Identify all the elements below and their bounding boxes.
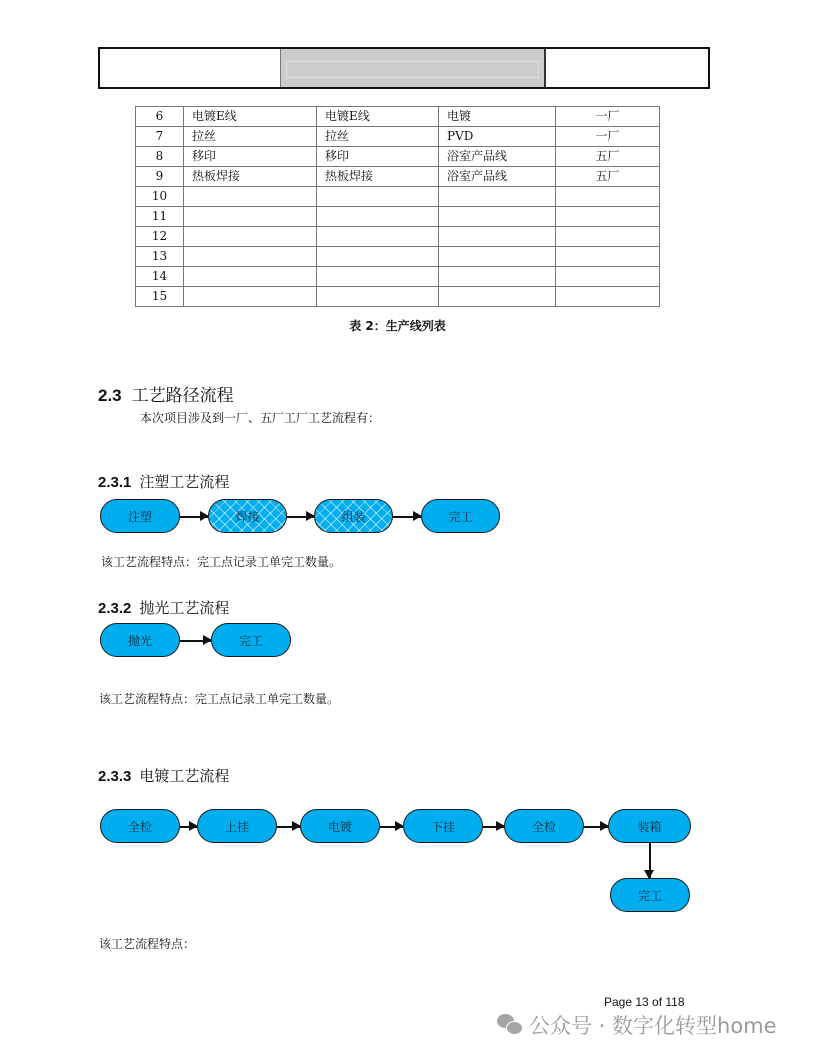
header-cell-left [100,49,281,87]
cell [317,267,439,287]
table-row [136,147,660,167]
arrow-icon [483,826,504,828]
table-row [136,267,660,287]
cell [439,207,556,227]
cell: 电镀E线 [317,107,439,127]
flow-node-welding: 焊接 [208,499,287,533]
flow-node-inspect: 全检 [100,809,180,843]
cell [439,287,556,307]
table-row [136,107,660,127]
cell [556,247,660,267]
flow-node-unhang: 下挂 [403,809,483,843]
cell [317,287,439,307]
cell [556,267,660,287]
cell-no: 8 [136,147,184,167]
cell: 一厂 [556,127,660,147]
cell [184,287,317,307]
section-number: 2.3.1 [98,474,132,491]
table-row [136,227,660,247]
section-title: 工艺路径流程 [131,386,234,406]
cell [556,227,660,247]
flow-node-plating: 电镀 [300,809,380,843]
section-title: 电镀工艺流程 [139,767,230,785]
flow-node-polishing: 抛光 [100,623,180,657]
section-title: 注塑工艺流程 [139,473,230,491]
cell [184,227,317,247]
cell [184,247,317,267]
flow-node-complete: 完工 [421,499,500,533]
cell: 浴室产品线 [439,167,556,187]
cell-no: 12 [136,227,184,247]
section-number: 2.3 [98,386,122,405]
section-heading-2-3-3 [98,765,229,786]
page-number: Page 13 of 118 [604,995,685,1009]
cell [556,287,660,307]
arrow-icon [180,640,211,642]
header-cell-right [546,49,708,87]
cell [317,227,439,247]
cell [184,267,317,287]
cell [556,207,660,227]
cell-no: 15 [136,287,184,307]
wechat-icon [497,1014,523,1036]
header-inner-field [286,61,539,78]
arrow-icon [180,516,208,518]
section-title: 抛光工艺流程 [139,599,230,617]
cell-no: 14 [136,267,184,287]
process-note: 该工艺流程特点： [99,937,196,951]
cell: 移印 [184,147,317,167]
cell-no: 10 [136,187,184,207]
watermark-text: 公众号 · 数字化转型home [529,1014,777,1038]
cell [439,247,556,267]
section-heading-2-3-1 [98,471,229,492]
cell [317,207,439,227]
cell [439,267,556,287]
cell: 电镀 [439,107,556,127]
arrow-down-icon [649,843,651,878]
table-row [136,247,660,267]
arrow-icon [584,826,608,828]
section-number: 2.3.3 [98,768,132,785]
flow-node-packing: 装箱 [608,809,691,843]
cell: 热板焊接 [184,167,317,187]
cell-no: 9 [136,167,184,187]
section-heading-2-3 [98,381,234,406]
flow-node-assembly: 组装 [314,499,393,533]
cell-no: 7 [136,127,184,147]
cell-no: 6 [136,107,184,127]
production-line-table [135,106,660,307]
cell: 拉丝 [317,127,439,147]
arrow-icon [287,516,314,518]
arrow-icon [380,826,403,828]
flow-node-hang: 上挂 [197,809,277,843]
table-row [136,167,660,187]
flow-node-complete: 完工 [610,878,690,912]
cell [439,187,556,207]
section-number: 2.3.2 [98,600,132,617]
cell: 浴室产品线 [439,147,556,167]
cell [184,187,317,207]
arrow-icon [277,826,300,828]
table-row [136,187,660,207]
cell-no: 13 [136,247,184,267]
process-note: 该工艺流程特点：完工点记录工单完工数量。 [99,692,340,706]
flow-node-inspect-2: 全检 [504,809,584,843]
flow-node-complete: 完工 [211,623,291,657]
cell: 移印 [317,147,439,167]
section-heading-2-3-2 [98,597,229,618]
cell: 电镀E线 [184,107,317,127]
table-caption: 表 2：生产线列表 [349,319,446,333]
table-row [136,127,660,147]
cell: 热板焊接 [317,167,439,187]
cell: PVD [439,127,556,147]
cell [184,207,317,227]
cell: 拉丝 [184,127,317,147]
cell: 五厂 [556,147,660,167]
cell [317,247,439,267]
watermark [497,1010,777,1040]
cell [439,227,556,247]
header-cell-middle [281,49,546,87]
table-row [136,287,660,307]
arrow-icon [393,516,421,518]
cell [317,187,439,207]
cell-no: 11 [136,207,184,227]
section-intro: 本次项目涉及到一厂、五厂工厂工艺流程有： [140,411,381,425]
table-row [136,207,660,227]
arrow-icon [180,826,197,828]
cell: 五厂 [556,167,660,187]
cell [556,187,660,207]
process-note: 该工艺流程特点：完工点记录工单完工数量。 [101,555,342,569]
flow-node-injection: 注塑 [100,499,180,533]
page-header-box [98,47,710,89]
cell: 一厂 [556,107,660,127]
